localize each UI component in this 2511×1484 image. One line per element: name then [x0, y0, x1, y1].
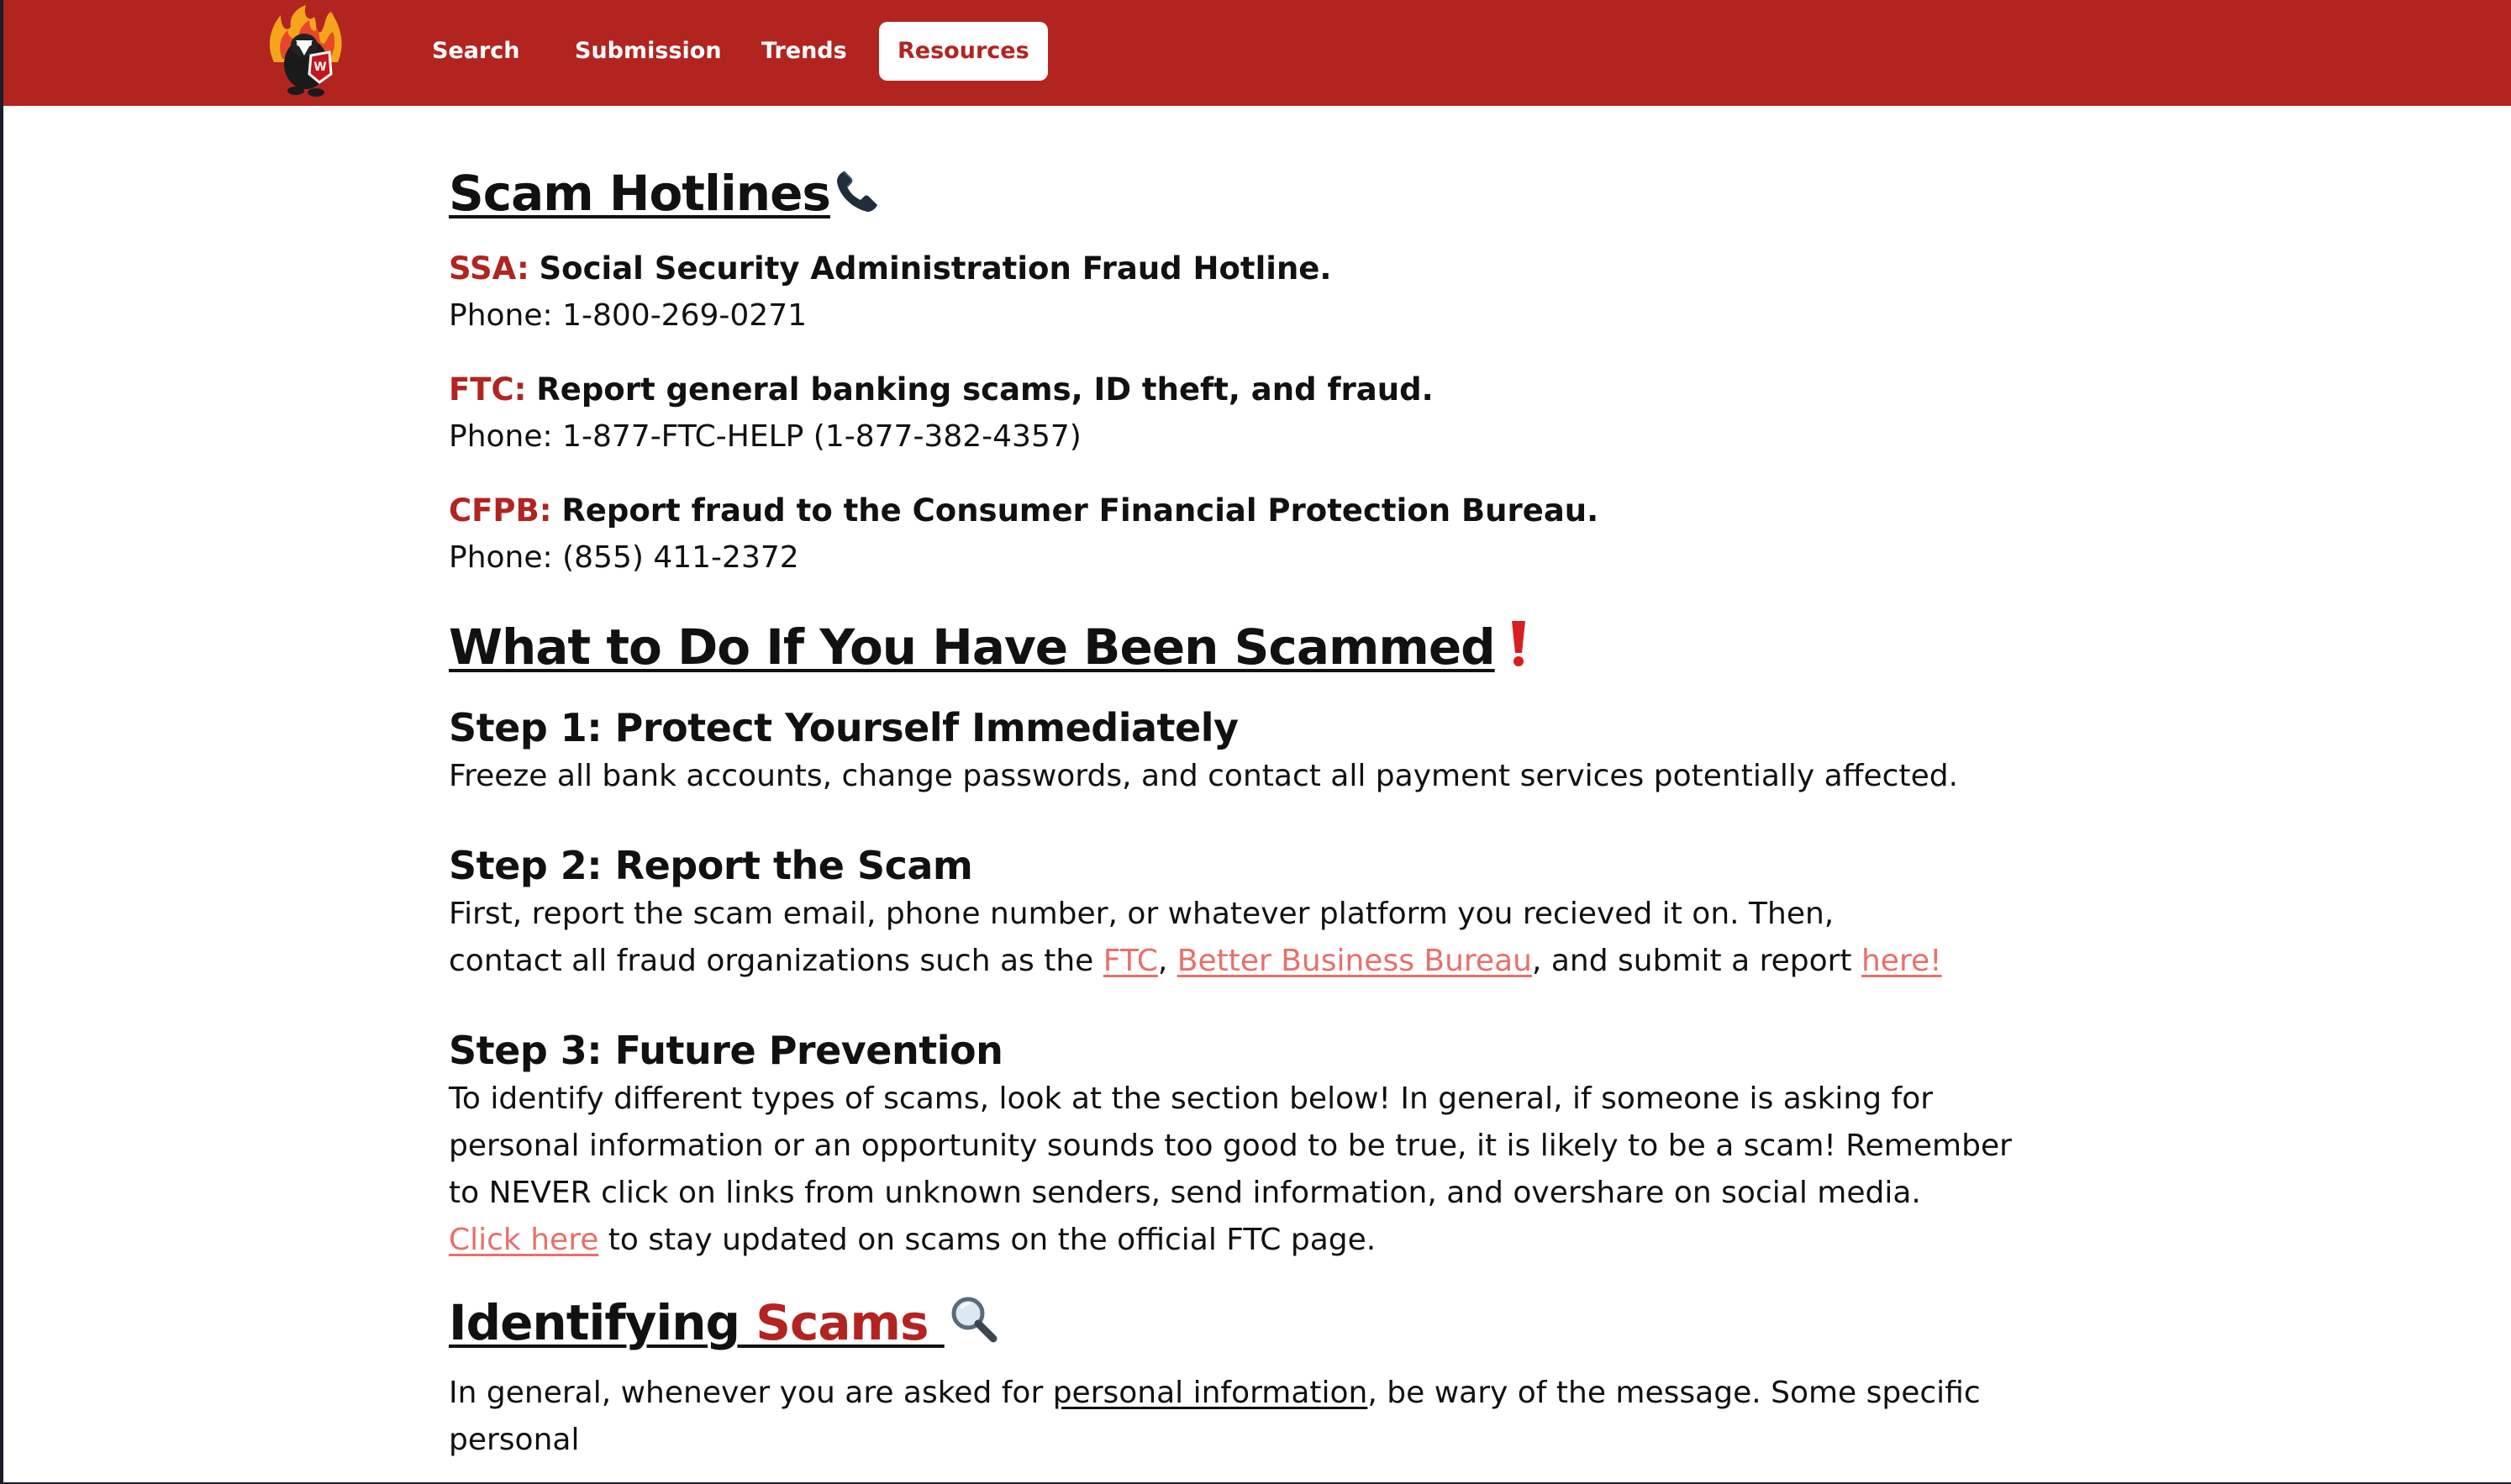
- nav-search[interactable]: Search: [432, 38, 520, 64]
- ftc-updates-link[interactable]: Click here: [449, 1223, 599, 1257]
- hotline-entry-ftc: [449, 366, 2045, 460]
- step-body: To identify different types of scams, look at the section below! In general, if someone is asking for personal information or an opportunity sounds too good to be true, it is likely to be a scam! Remember to NEVER click on links from unknown senders, send information, and overshare on social media.: [449, 1081, 2012, 1210]
- step-heading: Step 3: Future Prevention: [449, 1028, 1003, 1073]
- hotline-org-label: FTC:: [449, 371, 527, 408]
- ftc-link[interactable]: FTC: [1103, 944, 1158, 978]
- scammed-heading: [449, 613, 2045, 681]
- hotline-description: Report fraud to the Consumer Financial Protection Bureau.: [561, 492, 1599, 529]
- hotline-description: Report general banking scams, ID theft, and fraud.: [536, 371, 1434, 408]
- nav-submission[interactable]: Submission: [575, 38, 722, 64]
- identifying-title: Identifying Scams: [449, 1294, 945, 1351]
- personal-information-term: personal information: [1052, 1376, 1368, 1410]
- hotline-entry-ssa: [449, 245, 2045, 339]
- submit-report-link[interactable]: here!: [1861, 944, 1942, 978]
- hotline-phone: Phone: 1-800-269-0271: [449, 298, 808, 333]
- step-3: [449, 1025, 2045, 1264]
- better-business-bureau-link[interactable]: Better Business Bureau: [1177, 944, 1532, 978]
- svg-text:W: W: [313, 61, 327, 74]
- main-content: [449, 160, 2045, 1464]
- hotline-phone: Phone: 1-877-FTC-HELP (1-877-382-4357): [449, 419, 1082, 454]
- nav-resources[interactable]: Resources: [879, 22, 1048, 81]
- identifying-heading: [449, 1289, 2045, 1356]
- hotline-description: Social Security Administration Fraud Hotline.: [539, 250, 1332, 287]
- hotlines-heading: [449, 160, 2045, 227]
- step-2: [449, 840, 2045, 985]
- scammed-title: What to Do If You Have Been Scammed: [449, 618, 1495, 676]
- telephone-icon: [832, 166, 882, 217]
- identifying-intro: In general, whenever you are asked for personal information, be wary of the message. Some specific personal: [449, 1376, 1981, 1457]
- magnifying-glass-icon: [948, 1293, 1000, 1345]
- flaming-badger-mascot-icon[interactable]: [262, 3, 350, 99]
- exclamation-icon: [1507, 619, 1530, 668]
- step-1: [449, 703, 2045, 800]
- hotline-entry-cfpb: [449, 487, 2045, 581]
- hotlines-title: Scam Hotlines: [449, 165, 830, 222]
- step-body: Freeze all bank accounts, change passwords, and contact all payment services potentially affected.: [449, 759, 1959, 793]
- ftc-updates-line: Click here to stay updated on scams on the official FTC page.: [449, 1223, 1377, 1257]
- nav-trends[interactable]: Trends: [761, 38, 847, 64]
- top-navbar: [3, 0, 2511, 106]
- hotline-org-label: CFPB:: [449, 492, 552, 529]
- hotline-org-label: SSA:: [449, 250, 529, 287]
- step-heading: Step 2: Report the Scam: [449, 843, 973, 888]
- step-body: First, report the scam email, phone number, or whatever platform you recieved it on. Then, contact all fraud organizations such as the FTC, Better Business Bureau, and submit a report here!: [449, 897, 1942, 978]
- step-heading: Step 1: Protect Yourself Immediately: [449, 705, 1239, 750]
- hotline-phone: Phone: (855) 411-2372: [449, 540, 799, 575]
- browser-viewport: [3, 0, 2511, 1482]
